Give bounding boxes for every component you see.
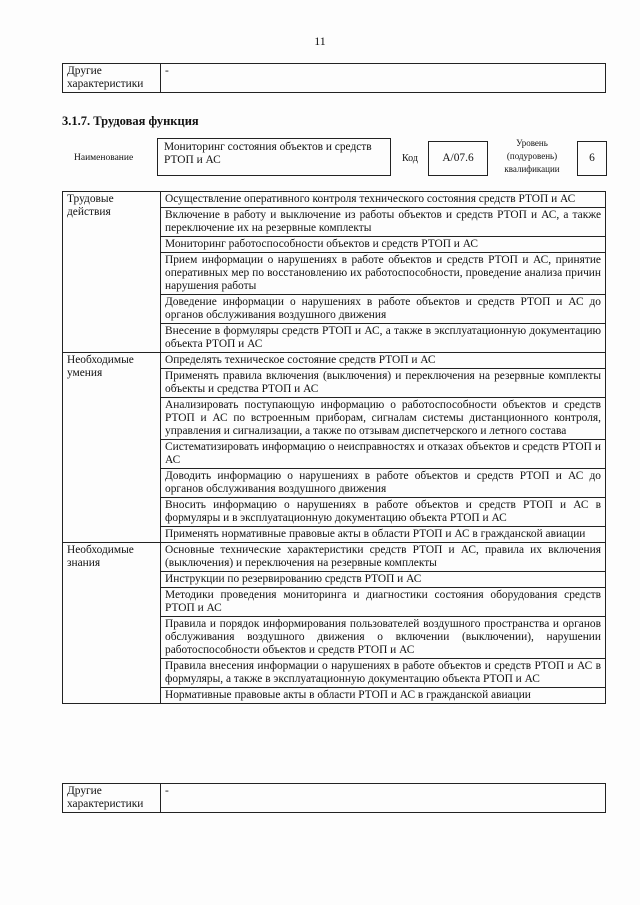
table-row: Внесение в формуляры средств РТОП и АС, а также в эксплуатационную документацию объекта РТОП и АС (161, 324, 606, 353)
required-skills-label: Необходимые умения (63, 353, 161, 543)
function-name-box (157, 138, 391, 176)
table-row: Правила и порядок информирования пользователей воздушного пространства и органов обслуживания воздушного движения о включении (выключении), нарушении работоспособности объектов и средств РТОП и АС (161, 617, 606, 659)
table-row: Правила внесения информации о нарушениях в работе объектов и средств РТОП и АС в формуляры, а также в эксплуатационную документацию объекта РТОП и АС (161, 659, 606, 688)
other-characteristics-value: - (161, 64, 606, 93)
required-knowledge-label: Необходимые знания (63, 543, 161, 704)
table-row: Прием информации о нарушениях в работе объектов и средств РТОП и АС, принятие оперативных мер по восстановлению их работоспособности, проведение анализа причин нарушения работы (161, 253, 606, 295)
code-box (428, 141, 488, 176)
table-row: Методики проведения мониторинга и диагностики состояния оборудования средств РТОП и АС (161, 588, 606, 617)
table-row: Мониторинг работоспособности объектов и средств РТОП и АС (161, 237, 606, 253)
table-row: Инструкции по резервированию средств РТОП и АС (161, 572, 606, 588)
other-characteristics-table-top (62, 63, 606, 93)
table-row: Применять правила включения (выключения) и переключения на резервные комплекты объекты и средства РТОП и АС (161, 369, 606, 398)
labor-actions-label: Трудовые действия (63, 192, 161, 353)
other-characteristics-label: Другие характеристики (63, 64, 161, 93)
code-label: Код (402, 153, 418, 164)
table-row: Анализировать поступающую информацию о работоспособности объектов и средств РТОП и АС по встроенным приборам, сигналам системы дистанционного контроля, управления и сигнализации, а также по отзывам диспетчерского и летного состава (161, 398, 606, 440)
level-box (577, 141, 607, 176)
section-title: 3.1.7. Трудовая функция (62, 114, 199, 128)
table-row: Применять нормативные правовые акты в области РТОП и АС в гражданской авиации (161, 527, 606, 543)
code-value: А/07.6 (442, 152, 474, 164)
other-characteristics-label: Другие характеристики (63, 784, 161, 813)
name-label: Наименование (74, 153, 134, 163)
level-value: 6 (589, 152, 595, 164)
table-row: Основные технические характеристики средств РТОП и АС, правила их включения (выключения) и переключения на резервные комплекты (161, 543, 606, 572)
table-row: Доведение информации о нарушениях в работе объектов и средств РТОП и АС до органов обслуживания воздушного движения (161, 295, 606, 324)
table-row: Включение в работу и выключение из работы объектов и средств РТОП и АС, а также переключение их на резервные комплекты (161, 208, 606, 237)
function-details-table (62, 191, 606, 704)
table-row: Осуществление оперативного контроля технического состояния средств РТОП и АС (161, 192, 606, 208)
qualification-level-label: Уровень (подуровень) квалификации (504, 138, 560, 174)
other-characteristics-value: - (161, 784, 606, 813)
function-name-value: Мониторинг состояния объектов и средств РТОП и АС (164, 141, 372, 166)
other-characteristics-table-bottom (62, 783, 606, 813)
table-row: Систематизировать информацию о неисправностях и отказах объектов и средств РТОП и АС (161, 440, 606, 469)
table-row: Определять техническое состояние средств РТОП и АС (161, 353, 606, 369)
table-row: Вносить информацию о нарушениях в работе объектов и средств РТОП и АС в формуляры и в эксплуатационную документацию объекта РТОП и АС (161, 498, 606, 527)
table-row: Доводить информацию о нарушениях в работе объектов и средств РТОП и АС до органов обслуживания воздушного движения (161, 469, 606, 498)
table-row: Нормативные правовые акты в области РТОП и АС в гражданской авиации (161, 688, 606, 704)
page-number: 11 (314, 34, 326, 48)
